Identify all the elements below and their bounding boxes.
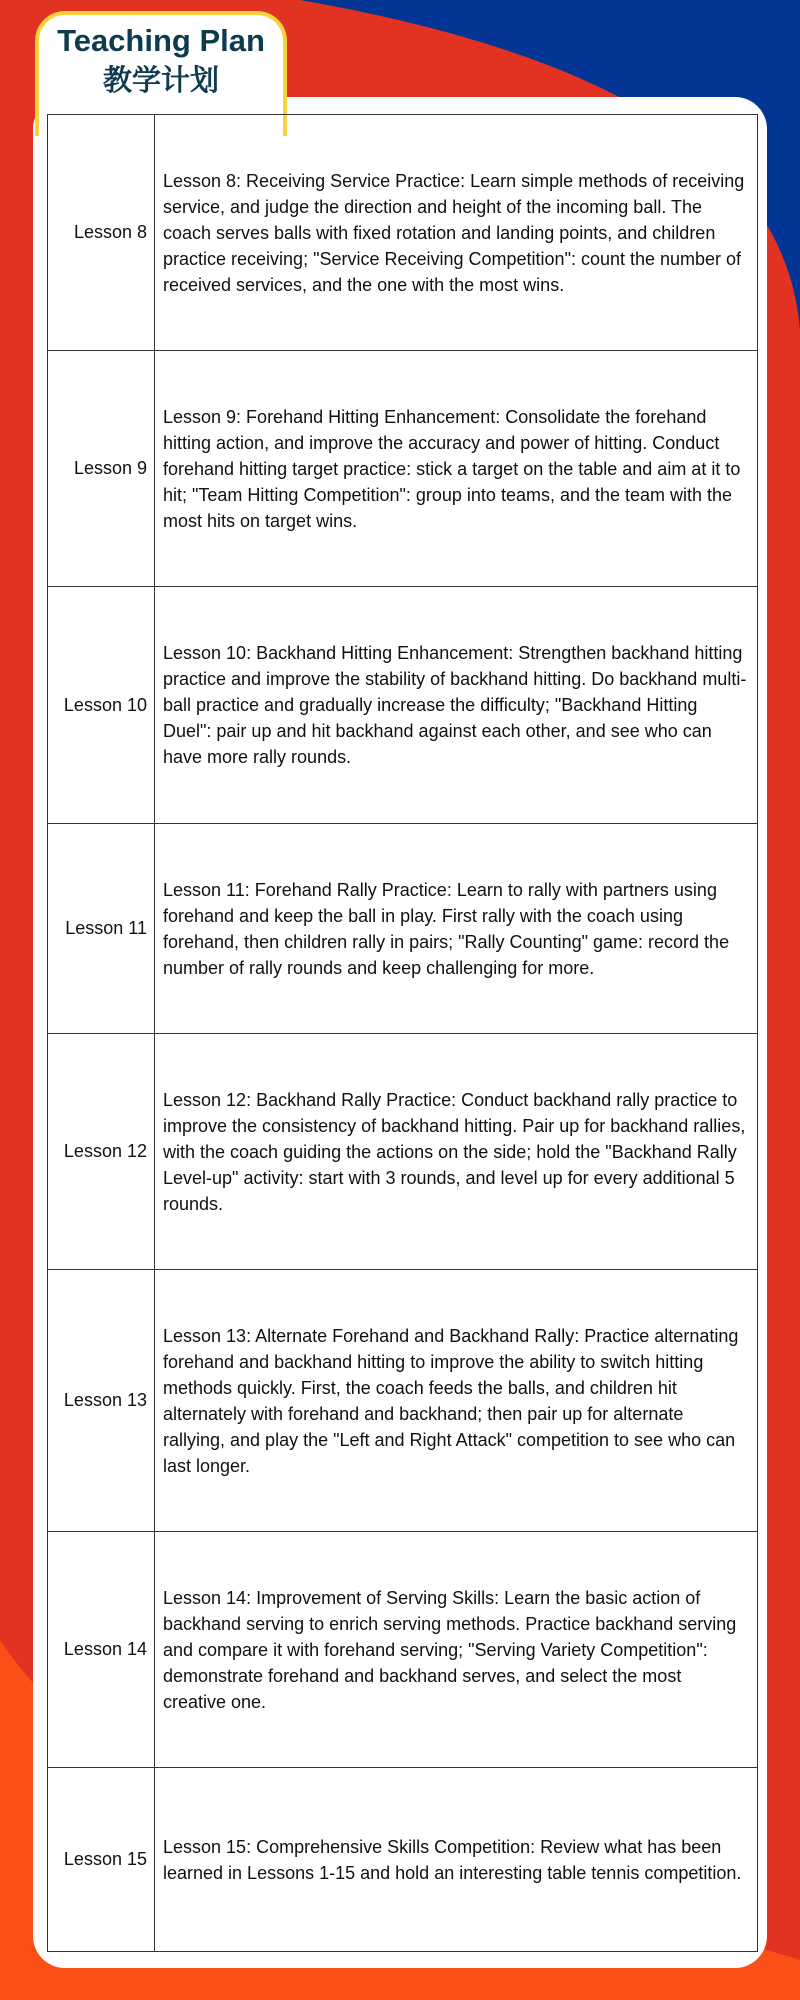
- lesson-content: Lesson 10: Backhand Hitting Enhancement: Strengthen backhand hitting practice and improve the stability of backhand hitting. Do backhand multi-ball practice and gradually increase the difficulty; "Backhand Hitting Duel": pair up and hit backhand against each other, and see who can have more rally rounds.: [155, 587, 758, 824]
- lesson-label: Lesson 9: [48, 351, 155, 587]
- lesson-label: Lesson 8: [48, 115, 155, 351]
- lesson-label: Lesson 12: [48, 1034, 155, 1270]
- table-row: [48, 1034, 758, 1270]
- lesson-label: Lesson 11: [48, 824, 155, 1034]
- table-row: [48, 351, 758, 587]
- page-title: Teaching Plan: [57, 23, 265, 58]
- lesson-content: Lesson 8: Receiving Service Practice: Learn simple methods of receiving service, and judge the direction and height of the incoming ball. The coach serves balls with fixed rotation and landing points, and children practice receiving; "Service Receiving Competition": count the number of received services, and the one with the most wins.: [155, 115, 758, 351]
- lesson-label: Lesson 13: [48, 1270, 155, 1532]
- table-row: [48, 1532, 758, 1768]
- table-row: [48, 824, 758, 1034]
- table-row: [48, 587, 758, 824]
- lesson-label: Lesson 14: [48, 1532, 155, 1768]
- lesson-content: Lesson 9: Forehand Hitting Enhancement: Consolidate the forehand hitting action, and improve the accuracy and power of hitting. Conduct forehand hitting target practice: stick a target on the table and aim at it to hit; "Team Hitting Competition": group into teams, and the team with the most hits on target wins.: [155, 351, 758, 587]
- lesson-content: Lesson 15: Comprehensive Skills Competition: Review what has been learned in Lessons 1-15 and hold an interesting table tennis competition.: [155, 1768, 758, 1952]
- lesson-content: Lesson 11: Forehand Rally Practice: Learn to rally with partners using forehand and keep the ball in play. First rally with the coach using forehand, then children rally in pairs; "Rally Counting" game: record the number of rally rounds and keep challenging for more.: [155, 824, 758, 1034]
- page-title-chinese: 教学计划: [102, 63, 219, 97]
- table-row: [48, 1270, 758, 1532]
- table-row: [48, 115, 758, 351]
- teaching-plan-table: [47, 114, 758, 1952]
- lesson-content: Lesson 14: Improvement of Serving Skills: Learn the basic action of backhand serving to enrich serving methods. Practice backhand serving and compare it with forehand serving; "Serving Variety Competition": demonstrate forehand and backhand serves, and select the most creative one.: [155, 1532, 758, 1768]
- lesson-label: Lesson 15: [48, 1768, 155, 1952]
- lesson-label: Lesson 10: [48, 587, 155, 824]
- table-row: [48, 1768, 758, 1952]
- lesson-content: Lesson 13: Alternate Forehand and Backhand Rally: Practice alternating forehand and backhand hitting to improve the ability to switch hitting methods quickly. First, the coach feeds the balls, and children hit alternately with forehand and backhand; then pair up for alternate rallying, and play the "Left and Right Attack" competition to see who can last longer.: [155, 1270, 758, 1532]
- lesson-content: Lesson 12: Backhand Rally Practice: Conduct backhand rally practice to improve the consistency of backhand hitting. Pair up for backhand rallies, with the coach guiding the actions on the side; hold the "Backhand Rally Level-up" activity: start with 3 rounds, and level up for every additional 5 rounds.: [155, 1034, 758, 1270]
